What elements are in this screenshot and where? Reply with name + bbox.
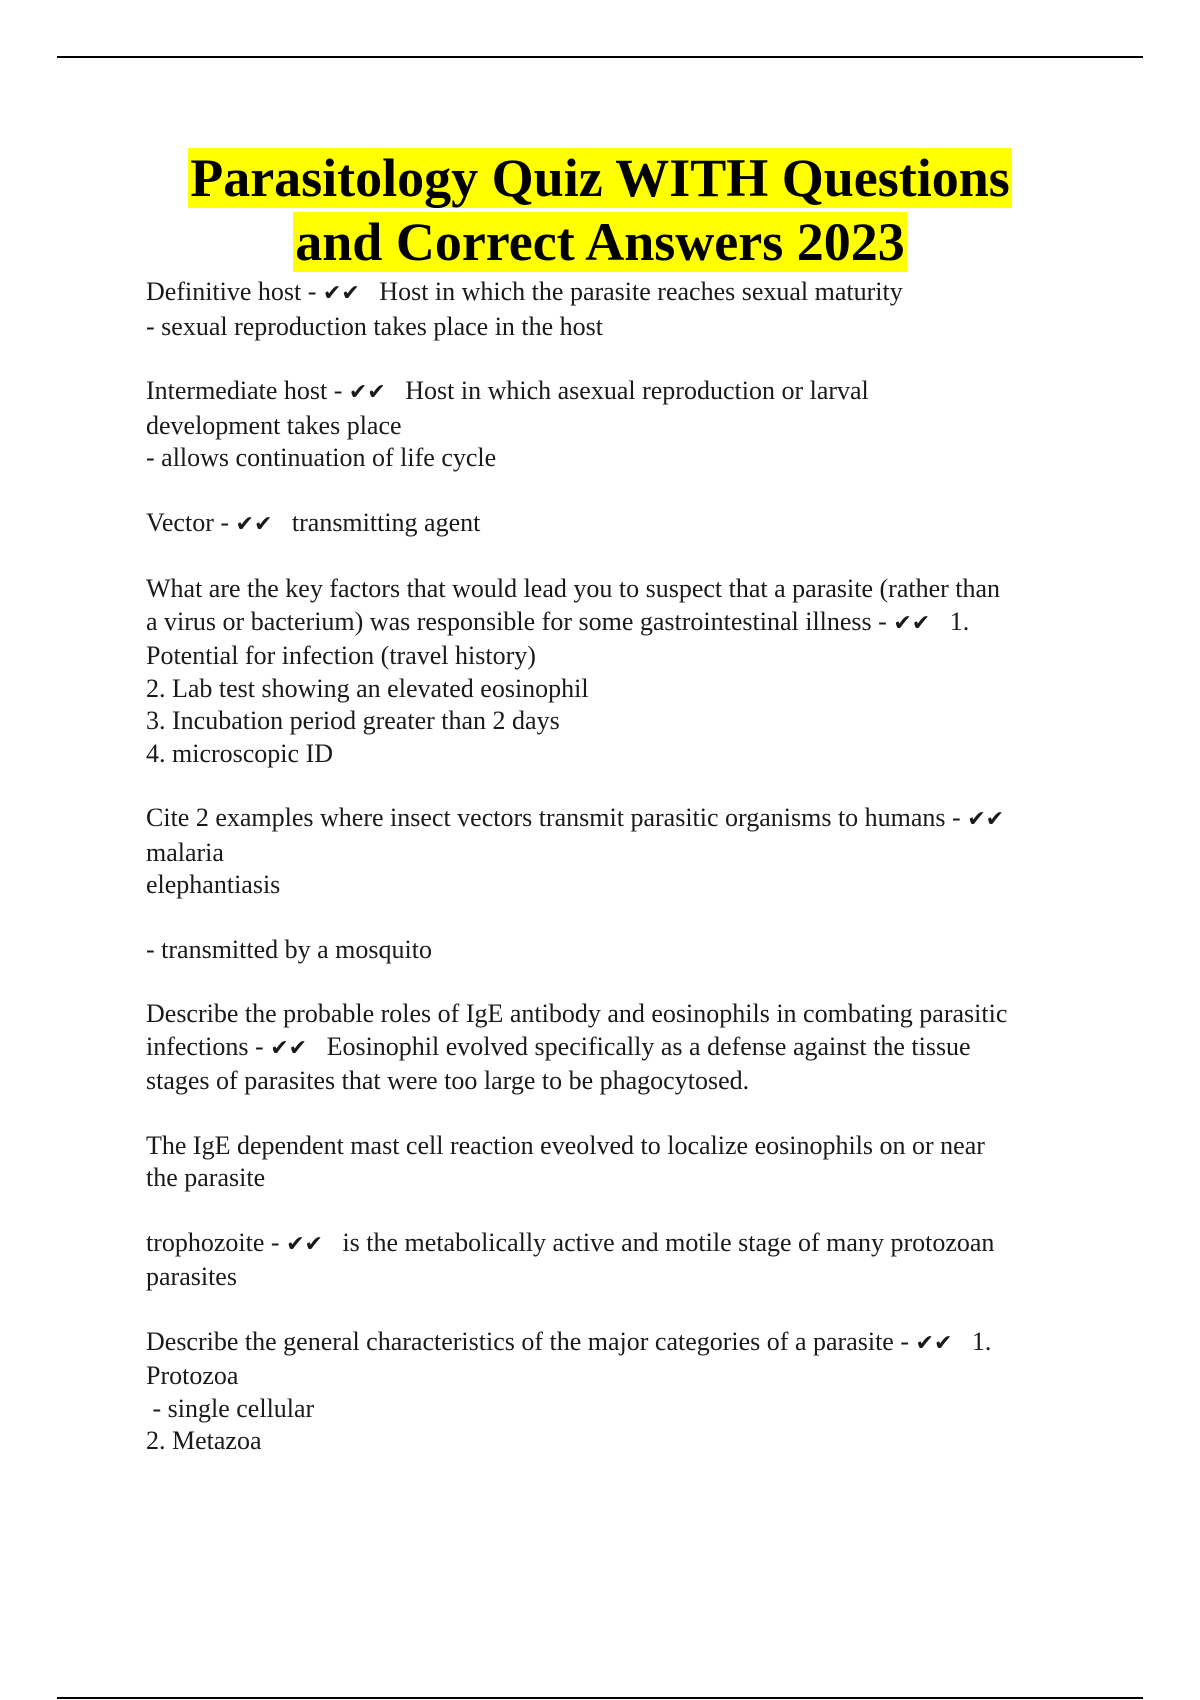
check-icon: ✔✔ (893, 610, 931, 636)
qa-answer-line: parasites (146, 1262, 237, 1291)
qa-question-line: Describe the probable roles of IgE antibody and eosinophils in combating parasitic (146, 999, 1008, 1028)
qa-answer-line: the parasite (146, 1163, 266, 1192)
qa-question-line: What are the key factors that would lead you to suspect that a parasite (rather than (146, 574, 1001, 603)
qa-answer: Host in which asexual reproduction or larval (405, 376, 869, 405)
qa-answer: 1. (949, 606, 970, 636)
quiz-content (146, 276, 1106, 1458)
qa-answer-line: Protozoa (146, 1361, 239, 1390)
qa-answer: Host in which the parasite reaches sexual maturity (379, 277, 903, 306)
check-icon: ✔✔ (286, 1231, 323, 1257)
qa-term: trophozoite - (146, 1227, 287, 1257)
qa-term: Intermediate host - (146, 376, 349, 405)
check-icon: ✔✔ (348, 380, 386, 405)
title-line-1: Parasitology Quiz WITH Questions (190, 148, 1010, 208)
qa-item (146, 1227, 1106, 1294)
qa-item (146, 998, 1106, 1195)
title-line-2: and Correct Answers 2023 (295, 212, 905, 272)
qa-term: Cite 2 examples where insect vectors transmit parasitic organisms to humans - (146, 803, 968, 832)
check-icon: ✔✔ (270, 1035, 308, 1061)
top-rule (57, 56, 1143, 58)
qa-item (146, 802, 1106, 966)
qa-answer-line: The IgE dependent mast cell reaction eveolved to localize eosinophils on or near (146, 1130, 985, 1160)
qa-answer-line: 4. microscopic ID (146, 738, 334, 768)
qa-answer-line: stages of parasites that were too large to be phagocytosed. (146, 1066, 750, 1095)
qa-answer-line: development takes place (146, 410, 402, 440)
qa-question-line: a virus or bacterium) was responsible for some gastrointestinal illness - (146, 606, 894, 636)
qa-term: Definitive host - (146, 277, 323, 306)
qa-answer: is the metabolically active and motile stage of many protozoan (342, 1227, 995, 1257)
qa-item (146, 1326, 1106, 1458)
qa-item (146, 507, 1106, 542)
qa-answer-line: - transmitted by a mosquito (146, 934, 432, 964)
qa-answer: transmitting agent (291, 507, 481, 537)
qa-answer-line: 3. Incubation period greater than 2 days (146, 706, 560, 735)
qa-item (146, 573, 1106, 770)
bottom-rule (57, 1697, 1143, 1699)
qa-item (146, 375, 1106, 475)
check-icon: ✔✔ (915, 1330, 953, 1356)
qa-answer-line: 2. Lab test showing an elevated eosinophil (146, 673, 589, 703)
qa-answer-line: - allows continuation of life cycle (146, 443, 497, 472)
qa-answer-line: malaria (146, 837, 224, 867)
qa-answer-line: Potential for infection (travel history) (146, 641, 536, 670)
check-icon: ✔✔ (967, 807, 1005, 832)
qa-answer: 1. (971, 1326, 992, 1356)
qa-answer-line: elephantiasis (146, 870, 281, 899)
qa-answer-line: - single cellular (146, 1393, 315, 1423)
qa-answer-line: - sexual reproduction takes place in the host (146, 311, 604, 341)
check-icon: ✔✔ (322, 281, 360, 306)
qa-term: Vector - (146, 507, 236, 537)
check-icon: ✔✔ (235, 511, 273, 537)
qa-question-line: infections - (146, 1031, 271, 1061)
qa-answer: Eosinophil evolved specifically as a defense against the tissue (326, 1031, 971, 1061)
page-title (0, 146, 1200, 274)
qa-item (146, 276, 1106, 343)
qa-answer-line: 2. Metazoa (146, 1426, 262, 1455)
qa-term: Describe the general characteristics of the major categories of a parasite - (146, 1326, 916, 1356)
